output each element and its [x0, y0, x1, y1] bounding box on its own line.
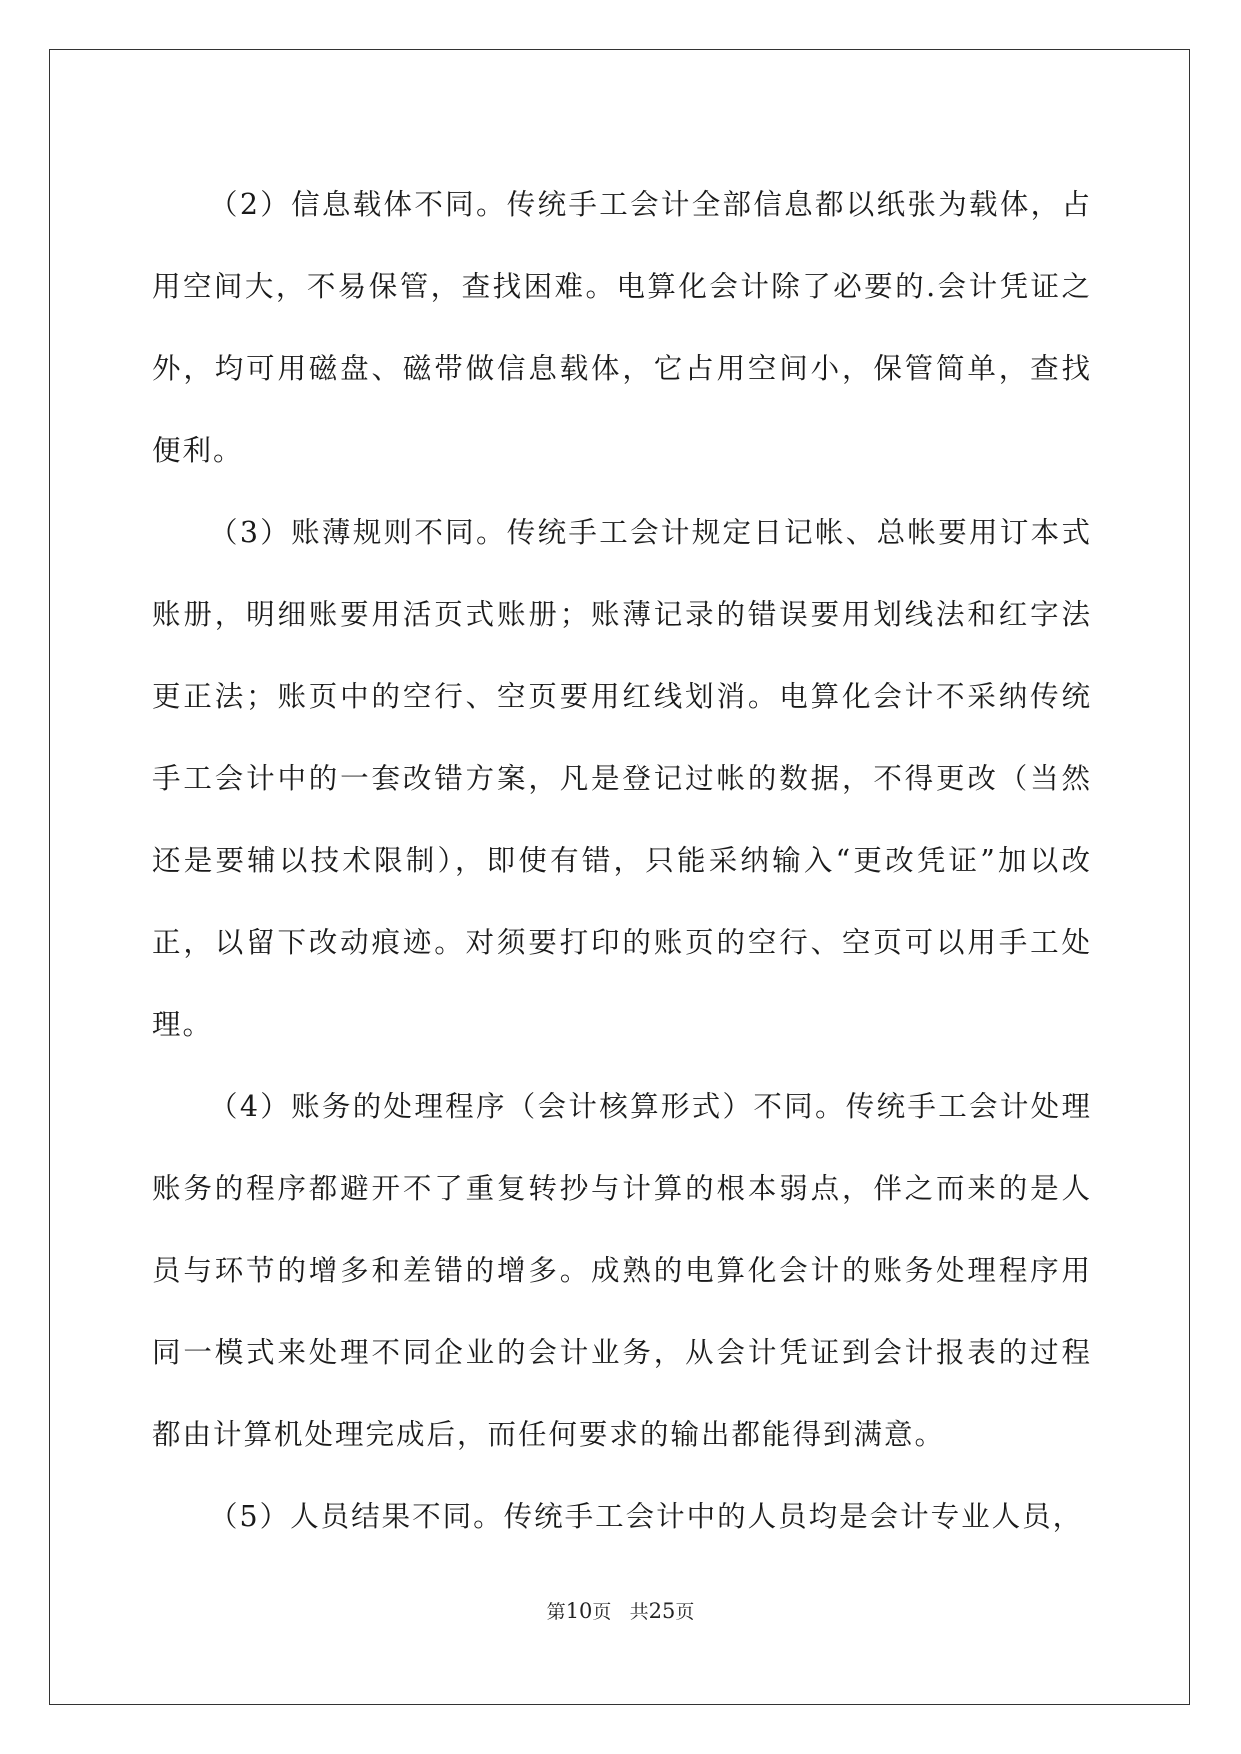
paragraph-4: （4）账务的处理程序（会计核算形式）不同。传统手工会计处理账务的程序都避开不了重复转抄与计算的根本弱点，伴之而来的是人员与环节的增多和差错的增多。成熟的电算化会计的账务处理程序用同一模式来处理不同企业的会计业务，从会计凭证到会计报表的过程都由计算机处理完成后，而任何要求的输出都能得到满意。: [152, 1090, 1092, 1451]
page-footer: [0, 1597, 1241, 1624]
total-pages: 25: [648, 1599, 676, 1623]
document-body: [152, 164, 1092, 1558]
paragraph-3: （3）账薄规则不同。传统手工会计规定日记帐、总帐要用订本式账册，明细账要用活页式账册；账薄记录的错误要用划线法和红字法更正法；账页中的空行、空页要用红线划消。电算化会计不采纳传统手工会计中的一套改错方案，凡是登记过帐的数据，不得更改（当然还是要辅以技术限制），即使有错，只能采纳输入“更改凭证”加以改正，以留下改动痕迹。对须要打印的账页的空行、空页可以用手工处理。: [152, 516, 1092, 1041]
paragraph-2: （2）信息载体不同。传统手工会计全部信息都以纸张为载体，占用空间大，不易保管，查找困难。电算化会计除了必要的.会计凭证之外，均可用磁盘、磁带做信息载体，它占用空间小，保管简单，查找便利。: [152, 188, 1092, 467]
total-prefix: 共: [629, 1601, 649, 1623]
page-suffix: 页: [592, 1601, 612, 1623]
page-number: 10: [565, 1599, 593, 1623]
page-prefix: 第: [546, 1601, 566, 1623]
total-suffix: 页: [675, 1601, 695, 1623]
paragraph-5: （5）人员结果不同。传统手工会计中的人员均是会计专业人员，: [209, 1500, 1084, 1533]
